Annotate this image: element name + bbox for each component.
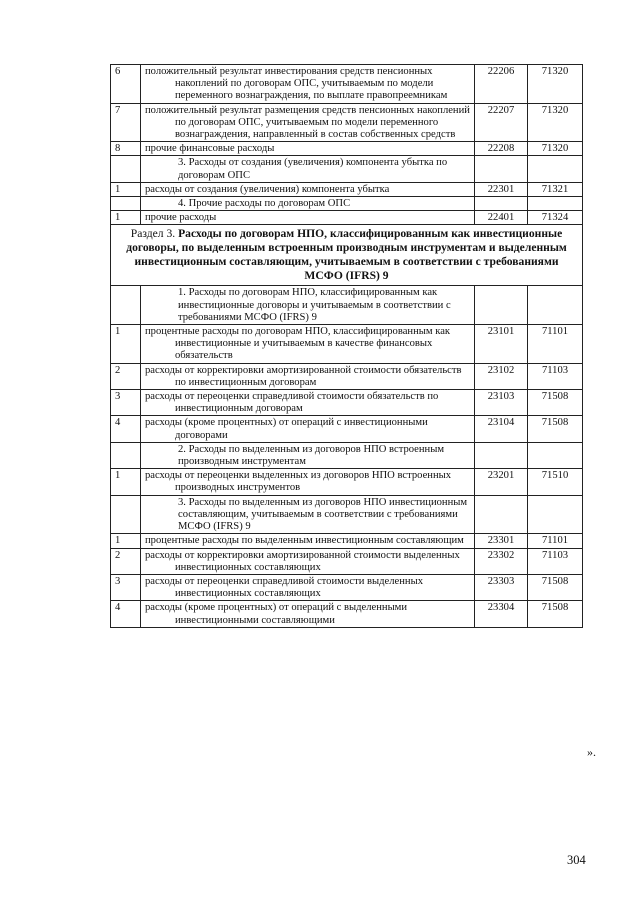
code-cell xyxy=(475,495,528,534)
row-code: 23302 xyxy=(475,548,528,574)
row-number: 3 xyxy=(111,390,141,416)
account-cell xyxy=(528,495,583,534)
table-row xyxy=(111,142,583,156)
section-row-group xyxy=(111,225,583,286)
subsection-title: 1. Расходы по договорам НПО, классифицированным как инвестиционные договоры и учитываемым в соответствии с требованиями МСФО (IFRS) 9 xyxy=(141,286,475,325)
row-description: положительный результат размещения средств пенсионных накоплений по договорам ОПС, учитываемым по модели переменного вознаграждения, направленный в состав собственных средств xyxy=(141,103,475,142)
row-number: 6 xyxy=(111,65,141,104)
row-account: 71510 xyxy=(528,469,583,495)
subsection-title: 2. Расходы по выделенным из договоров НПО встроенным производным инструментам xyxy=(141,442,475,468)
row-number: 7 xyxy=(111,103,141,142)
row-description: расходы от переоценки справедливой стоимости обязательств по инвестиционным договорам xyxy=(141,390,475,416)
row-account: 71508 xyxy=(528,601,583,627)
row-description: расходы от корректировки амортизированной стоимости обязательств по инвестиционным договорам xyxy=(141,363,475,389)
row-number: 4 xyxy=(111,416,141,442)
row-code: 22206 xyxy=(475,65,528,104)
row-description: положительный результат инвестирования средств пенсионных накоплений по договорам ОПС, учитываемым по модели переменного вознаграждения, по выплате правопреемникам xyxy=(141,65,475,104)
row-account: 71508 xyxy=(528,390,583,416)
subsection-title: 3. Расходы по выделенным из договоров НПО инвестиционным составляющим, учитываемым в соответствии с требованиями МСФО (IFRS) 9 xyxy=(141,495,475,534)
table-row xyxy=(111,390,583,416)
row-number: 1 xyxy=(111,534,141,548)
subsection-row xyxy=(111,197,583,211)
account-cell xyxy=(528,197,583,211)
row-account: 71320 xyxy=(528,103,583,142)
row-description: расходы (кроме процентных) от операций с выделенными инвестиционными составляющими xyxy=(141,601,475,627)
row-account: 71321 xyxy=(528,182,583,196)
table-row xyxy=(111,534,583,548)
row-account: 71508 xyxy=(528,416,583,442)
row-code: 23201 xyxy=(475,469,528,495)
row-number-cell xyxy=(111,156,141,182)
code-cell xyxy=(475,286,528,325)
code-cell xyxy=(475,156,528,182)
row-description: прочие финансовые расходы xyxy=(141,142,475,156)
row-description: расходы от переоценки выделенных из договоров НПО встроенных производных инструментов xyxy=(141,469,475,495)
table-row xyxy=(111,469,583,495)
table-row xyxy=(111,548,583,574)
row-code: 22301 xyxy=(475,182,528,196)
row-code: 23101 xyxy=(475,325,528,364)
section-row xyxy=(111,225,583,286)
row-description: процентные расходы по договорам НПО, классифицированным как инвестиционные и учитываемым в качестве финансовых обязательств xyxy=(141,325,475,364)
row-description: расходы (кроме процентных) от операций с инвестиционными договорами xyxy=(141,416,475,442)
row-number: 1 xyxy=(111,182,141,196)
row-number-cell xyxy=(111,286,141,325)
row-account: 71103 xyxy=(528,363,583,389)
row-account: 71324 xyxy=(528,211,583,225)
row-account: 71101 xyxy=(528,325,583,364)
row-number: 8 xyxy=(111,142,141,156)
row-code: 23104 xyxy=(475,416,528,442)
section-heading xyxy=(111,225,583,286)
row-number-cell xyxy=(111,197,141,211)
account-cell xyxy=(528,286,583,325)
table-row xyxy=(111,103,583,142)
page-number: 304 xyxy=(567,853,586,867)
table-row xyxy=(111,325,583,364)
row-code: 23102 xyxy=(475,363,528,389)
row-number: 4 xyxy=(111,601,141,627)
subsection-row xyxy=(111,156,583,182)
row-account: 71320 xyxy=(528,65,583,104)
row-description: расходы от корректировки амортизированной стоимости выделенных инвестиционных составляющих xyxy=(141,548,475,574)
table-row xyxy=(111,182,583,196)
row-account: 71508 xyxy=(528,574,583,600)
row-description: процентные расходы по выделенным инвестиционным составляющим xyxy=(141,534,475,548)
row-code: 23103 xyxy=(475,390,528,416)
row-description: расходы от создания (увеличения) компонента убытка xyxy=(141,182,475,196)
row-code: 22207 xyxy=(475,103,528,142)
subsection-row xyxy=(111,442,583,468)
table-row xyxy=(111,574,583,600)
table-row xyxy=(111,211,583,225)
row-number-cell xyxy=(111,442,141,468)
row-code: 23304 xyxy=(475,601,528,627)
subsection-title: 3. Расходы от создания (увеличения) компонента убытка по договорам ОПС xyxy=(141,156,475,182)
row-account: 71103 xyxy=(528,548,583,574)
row-code: 22401 xyxy=(475,211,528,225)
row-description: расходы от переоценки справедливой стоимости выделенных инвестиционных составляющих xyxy=(141,574,475,600)
section-title: Расходы по договорам НПО, классифицированным как инвестиционные договоры, по выделенным встроенным производным инструментам и выделенным инвестиционным составляющим, учитываемым в соответствии с требованиями МСФО (IFRS) 9 xyxy=(126,227,567,283)
row-number: 2 xyxy=(111,363,141,389)
closing-quote: ». xyxy=(587,745,596,759)
table-body-bottom xyxy=(111,286,583,627)
subsection-row xyxy=(111,286,583,325)
table-row xyxy=(111,601,583,627)
account-cell xyxy=(528,156,583,182)
account-cell xyxy=(528,442,583,468)
row-code: 23303 xyxy=(475,574,528,600)
row-number: 1 xyxy=(111,211,141,225)
table-row xyxy=(111,363,583,389)
row-number: 2 xyxy=(111,548,141,574)
accounts-table xyxy=(110,64,583,628)
row-description: прочие расходы xyxy=(141,211,475,225)
code-cell xyxy=(475,197,528,211)
table-row xyxy=(111,416,583,442)
row-account: 71101 xyxy=(528,534,583,548)
row-code: 23301 xyxy=(475,534,528,548)
table-row xyxy=(111,65,583,104)
row-number: 1 xyxy=(111,469,141,495)
subsection-title: 4. Прочие расходы по договорам ОПС xyxy=(141,197,475,211)
subsection-row xyxy=(111,495,583,534)
table-body-top xyxy=(111,65,583,225)
row-number: 3 xyxy=(111,574,141,600)
section-prefix: Раздел 3. xyxy=(130,227,179,241)
row-account: 71320 xyxy=(528,142,583,156)
code-cell xyxy=(475,442,528,468)
row-code: 22208 xyxy=(475,142,528,156)
row-number-cell xyxy=(111,495,141,534)
row-number: 1 xyxy=(111,325,141,364)
